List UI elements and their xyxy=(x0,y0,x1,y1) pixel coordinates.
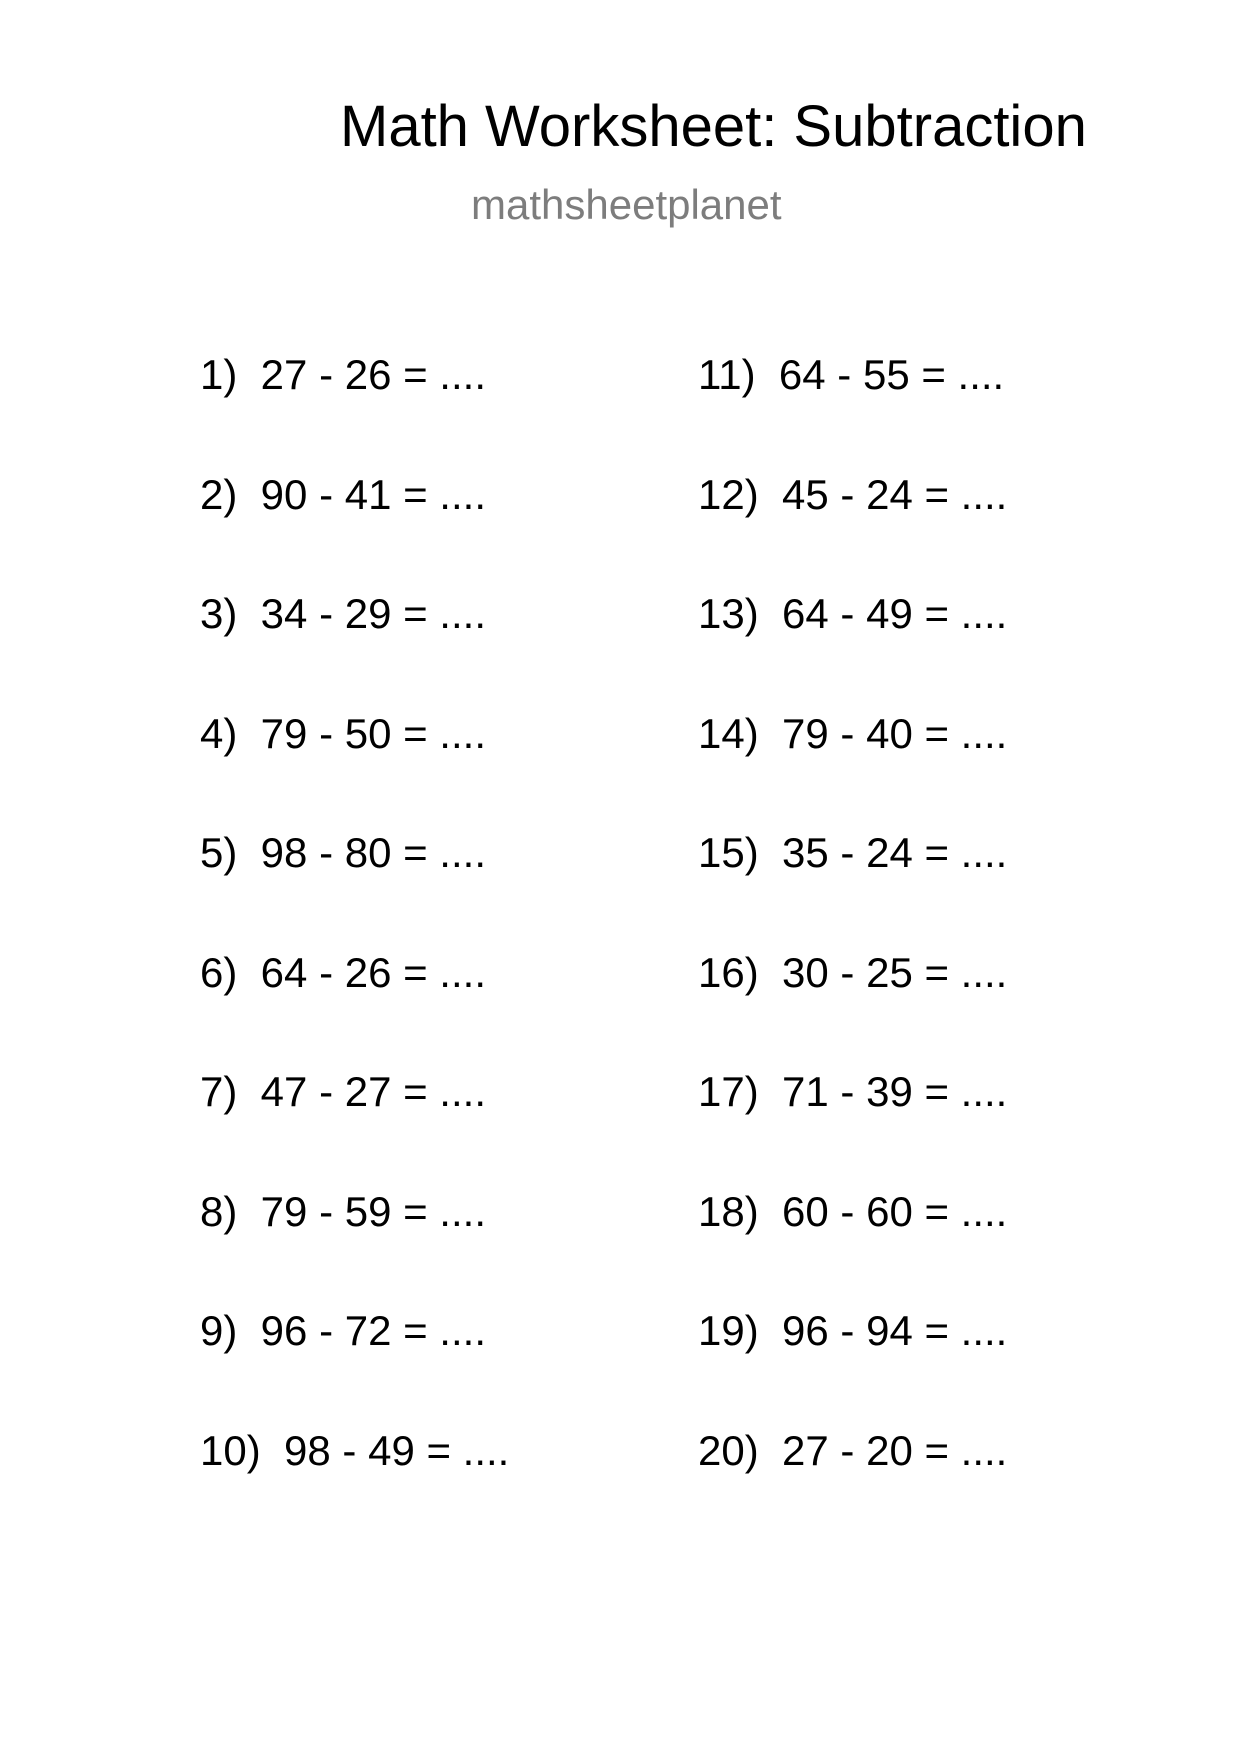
problem-15: 15) 35 - 24 = .... xyxy=(698,829,1008,876)
problem-19: 19) 96 - 94 = .... xyxy=(698,1307,1008,1354)
problem-11: 11) 64 - 55 = .... xyxy=(698,351,1005,398)
problem-3: 3) 34 - 29 = .... xyxy=(200,590,486,637)
page-subtitle: mathsheetplanet xyxy=(471,181,782,228)
problem-16: 16) 30 - 25 = .... xyxy=(698,949,1008,996)
problem-10: 10) 98 - 49 = .... xyxy=(200,1427,510,1474)
problem-13: 13) 64 - 49 = .... xyxy=(698,590,1008,637)
problem-18: 18) 60 - 60 = .... xyxy=(698,1188,1008,1235)
problem-2: 2) 90 - 41 = .... xyxy=(200,471,486,518)
problem-8: 8) 79 - 59 = .... xyxy=(200,1188,486,1235)
problem-12: 12) 45 - 24 = .... xyxy=(698,471,1008,518)
problem-20: 20) 27 - 20 = .... xyxy=(698,1427,1008,1474)
problem-9: 9) 96 - 72 = .... xyxy=(200,1307,486,1354)
page-title: Math Worksheet: Subtraction xyxy=(340,94,1087,159)
problem-5: 5) 98 - 80 = .... xyxy=(200,829,486,876)
problem-14: 14) 79 - 40 = .... xyxy=(698,710,1008,757)
problem-1: 1) 27 - 26 = .... xyxy=(200,351,486,398)
problem-4: 4) 79 - 50 = .... xyxy=(200,710,486,757)
problem-6: 6) 64 - 26 = .... xyxy=(200,949,486,996)
problem-17: 17) 71 - 39 = .... xyxy=(698,1068,1008,1115)
problem-7: 7) 47 - 27 = .... xyxy=(200,1068,486,1115)
